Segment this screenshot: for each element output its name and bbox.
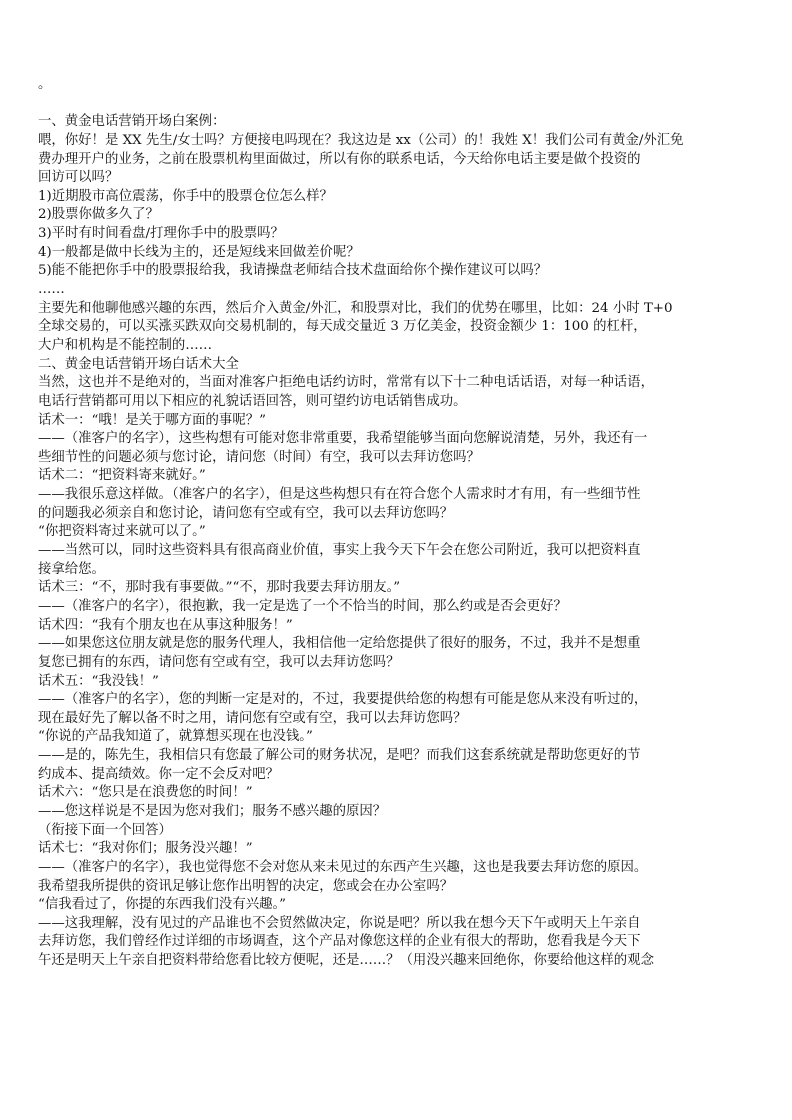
text-line: 大户和机构是不能控制的…… <box>38 337 213 353</box>
list-item: 3)平时有时间看盘/打理你手中的股票吗？ <box>38 226 284 242</box>
script-heading: 话术四：“我有个朋友也在从事这种服务！” <box>38 617 293 633</box>
text-line: ——（准客户的名字），很抱歉，我一定是选了一个不恰当的时间，那么约或是否会更好？ <box>38 598 567 614</box>
list-item: 1)近期股市高位震荡，你手中的股票仓位怎么样？ <box>38 188 333 204</box>
text-line: ——我很乐意这样做。（准客户的名字），但是这些构想只有在符合您个人需求时才有用，有一些细节性 <box>38 487 641 503</box>
script-heading: 话术二：“把资料寄来就好。” <box>38 468 206 484</box>
text-line: 电话行营销都可用以下相应的礼貌话语回答，则可望约访电话销售成功。 <box>38 393 467 409</box>
script-heading: 话术五：“我没钱！” <box>38 673 159 689</box>
text-line: ——（准客户的名字），这些构想有可能对您非常重要，我希望能够当面向您解说清楚，另外，我还有一 <box>38 431 648 447</box>
text-line: ——当然可以，同时这些资料具有很高商业价值，事实上我今天下午会在您公司附近，我可以把资料直 <box>38 543 641 559</box>
text-line: 费办理开户的业务，之前在股票机构里面做过，所以有你的联系电话，今天给你电话主要是做个投资的 <box>38 151 641 167</box>
section-heading: 一、黄金电话营销开场白案例： <box>38 114 226 130</box>
list-item: 4)一般都是做中长线为主的，还是短线来回做差价呢？ <box>38 244 360 260</box>
document-body <box>38 76 760 971</box>
script-heading: 话术七：“我对你们；服务没兴趣！” <box>38 841 253 857</box>
text-line: “你说的产品我知道了，就算想买现在也没钱。” <box>38 729 313 745</box>
text-line: “你把资料寄过来就可以了。” <box>38 524 206 540</box>
text-line: 。 <box>38 77 52 92</box>
list-item: 2)股票你做多久了？ <box>38 207 159 223</box>
list-item: 5)能不能把你手中的股票报给我，我请操盘老师结合技术盘面给你个操作建议可以吗？ <box>38 263 548 279</box>
text-line: “信我看过了，你提的东西我们没有兴趣。” <box>38 897 287 913</box>
text-line: ——如果您这位朋友就是您的服务代理人，我相信他一定给您提供了很好的服务，不过，我并不是想重 <box>38 636 641 652</box>
text-line: ——是的，陈先生，我相信只有您最了解公司的财务状况，是吧？而我们这套系统就是帮助您更好的节 <box>38 748 641 764</box>
section-heading: 二、黄金电话营销开场白话术大全 <box>38 356 239 372</box>
text-line: ——您这样说是不是因为您对我们；服务不感兴趣的原因？ <box>38 803 387 819</box>
text-line: 主要先和他聊他感兴趣的东西，然后介入黄金/外汇，和股票对比，我们的优势在哪里，比如：24 小时 T+0 <box>38 300 673 316</box>
text-line: 现在最好先了解以备不时之用，请问您有空或有空，我可以去拜访您吗？ <box>38 710 467 726</box>
blank-line <box>38 95 760 114</box>
text-line: 接拿给您。 <box>38 561 105 577</box>
script-heading: 话术一：“哦！是关于哪方面的事呢？” <box>38 412 266 428</box>
text-line: 复您已拥有的东西，请问您有空或有空，我可以去拜访您吗？ <box>38 654 400 670</box>
text-line: 的问题我必须亲自和您讨论，请问您有空或有空，我可以去拜访您吗？ <box>38 505 454 521</box>
text-line: ——这我理解，没有见过的产品谁也不会贸然做决定，你说是吧？所以我在想今天下午或明天上午亲自 <box>38 915 641 931</box>
text-line: 回访可以吗？ <box>38 170 119 186</box>
text-line: 喂，你好！是 XX 先生/女士吗？方便接电吗现在？我这边是 xx（公司）的！我姓 X！我们公司有黄金/外汇免 <box>38 132 684 148</box>
text-line: ——（准客户的名字），我也觉得您不会对您从来未见过的东西产生兴趣，这也是我要去拜访您的原因。 <box>38 859 648 875</box>
text-line: 约成本、提高绩效。你一定不会反对吧？ <box>38 766 280 782</box>
text-line: （衔接下面一个回答） <box>38 822 172 838</box>
text-line: 些细节性的问题必须与您讨论，请问您（时间）有空，我可以去拜访您吗？ <box>38 449 480 465</box>
text-line: 当然，这也并不是绝对的，当面对准客户拒绝电话约访时，常常有以下十二种电话话语，对每一种话语， <box>38 375 654 391</box>
script-heading: 话术六：“您只是在浪费您的时间！” <box>38 785 253 801</box>
text-line: 全球交易的，可以买涨买跌双向交易机制的，每天成交量近 3 万亿美金，投资金额少 1：100 的杠杆， <box>38 319 647 335</box>
text-line: 午还是明天上午亲自把资料带给您看比较方便呢，还是……？（用没兴趣来回绝你，你要给他这样的观念 <box>38 953 654 969</box>
script-heading: 话术三：“不，那时我有事要做。”“不，那时我要去拜访朋友。” <box>38 580 401 596</box>
text-line: …… <box>38 282 65 298</box>
text-line: 我希望我所提供的资讯足够让您作出明智的决定，您或会在办公室吗？ <box>38 878 454 894</box>
text-line: ——（准客户的名字），您的判断一定是对的，不过，我要提供给您的构想有可能是您从来没有听过的， <box>38 692 648 708</box>
text-line: 去拜访您，我们曾经作过详细的市场调查，这个产品对像您这样的企业有很大的帮助，您看我是今天下 <box>38 934 641 950</box>
